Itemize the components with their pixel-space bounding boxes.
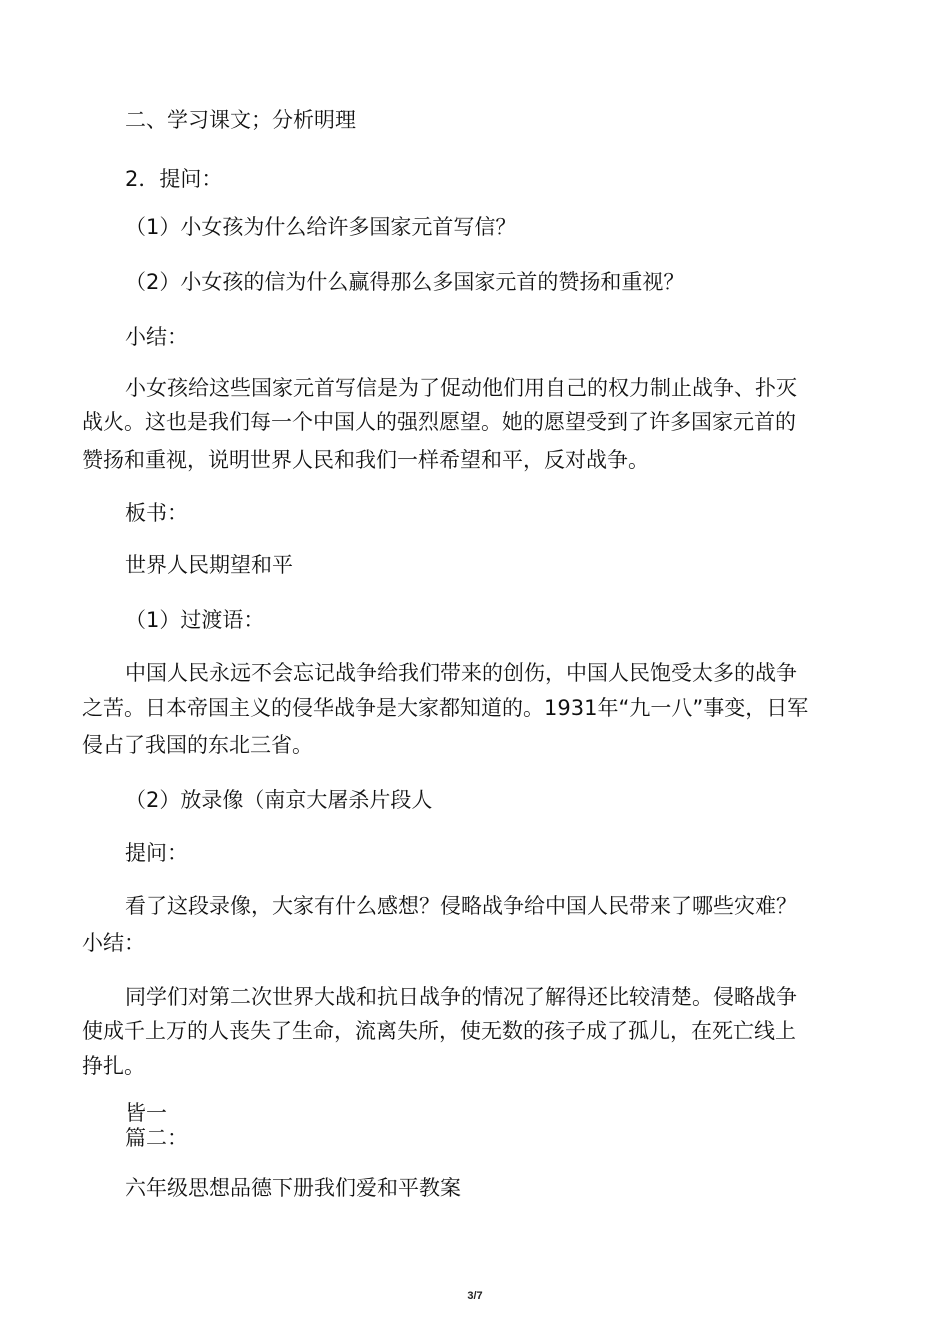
paragraph-line: 提问： <box>125 841 188 865</box>
paragraph-line: 之苦。日本帝国主义的侵华战争是大家都知道的。1931年“九一八”事变，日军 <box>82 696 809 720</box>
paragraph-line: （1）小女孩为什么给许多国家元首写信？ <box>125 215 517 239</box>
section-heading: 篇二： <box>125 1126 188 1150</box>
paragraph-line: 侵占了我国的东北三省。 <box>82 733 313 757</box>
paragraph-line: 小结： <box>125 325 188 349</box>
paragraph-line: 使成千上万的人丧失了生命，流离失所，使无数的孩子成了孤儿，在死亡线上 <box>82 1019 796 1043</box>
paragraph-line: 皆一 <box>125 1101 167 1125</box>
paragraph-line: （2）小女孩的信为什么赢得那么多国家元首的赞扬和重视？ <box>125 270 685 294</box>
paragraph-line: 板书： <box>125 501 188 525</box>
paragraph-line: 战火。这也是我们每一个中国人的强烈愿望。她的愿望受到了许多国家元首的 <box>82 410 796 434</box>
paragraph-line: 2．提问： <box>125 167 223 191</box>
paragraph-line: （2）放录像（南京大屠杀片段人 <box>125 788 433 812</box>
paragraph-line: 同学们对第二次世界大战和抗日战争的情况了解得还比较清楚。侵略战争 <box>125 985 797 1009</box>
paragraph-line: 挣扎。 <box>82 1054 145 1078</box>
paragraph-line: 小女孩给这些国家元首写信是为了促动他们用自己的权力制止战争、扑灭 <box>125 376 797 400</box>
paragraph-line: 中国人民永远不会忘记战争给我们带来的创伤，中国人民饱受太多的战争 <box>125 661 797 685</box>
paragraph-line: 赞扬和重视，说明世界人民和我们一样希望和平，反对战争。 <box>82 448 649 472</box>
page-number: 3/7 <box>467 1290 483 1302</box>
document-title: 六年级思想品德下册我们爱和平教案 <box>125 1176 461 1200</box>
paragraph-line: （1）过渡语： <box>125 608 265 632</box>
paragraph-line: 看了这段录像，大家有什么感想？侵略战争给中国人民带来了哪些灾难？ <box>125 894 797 918</box>
section-heading: 二、学习课文；分析明理 <box>125 108 356 132</box>
paragraph-line: 世界人民期望和平 <box>125 553 293 577</box>
paragraph-line: 小结： <box>82 931 145 955</box>
